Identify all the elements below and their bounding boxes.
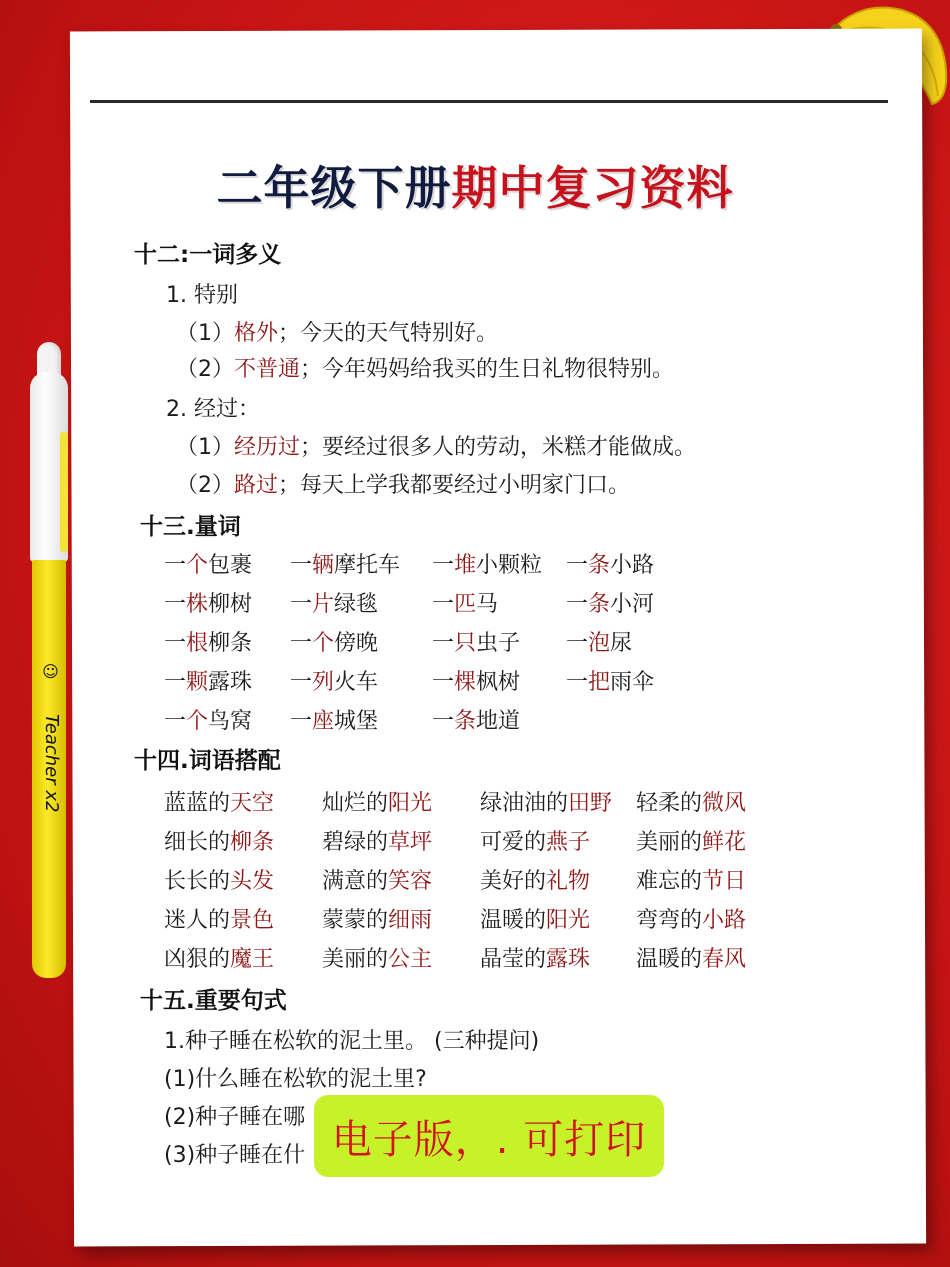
s12-item2-meaning-a (176, 430, 696, 461)
noun: 景色 (230, 908, 275, 933)
measure-word-classifier: 条 (454, 709, 477, 734)
word-pairing-item (164, 864, 274, 895)
measure-word-classifier: 列 (312, 670, 335, 695)
word-pairing-item (322, 864, 432, 895)
noun: 春风 (702, 947, 747, 972)
s15-question-2: (2)种子睡在哪 (164, 1105, 306, 1130)
measure-word-item (290, 548, 400, 579)
adjective: 长长的 (164, 869, 231, 894)
pen-suffix: x2 (41, 790, 62, 813)
s12-keyword: 格外 (234, 321, 279, 346)
measure-word-noun: 柳条 (208, 631, 253, 656)
measure-word-prefix: 一 (290, 670, 313, 695)
adjective: 轻柔的 (636, 791, 703, 816)
measure-word-noun: 小颗粒 (476, 553, 543, 578)
noun: 柳条 (230, 830, 275, 855)
noun: 魔王 (230, 947, 275, 972)
adjective: 蒙蒙的 (322, 908, 389, 933)
word-pairing-item (164, 942, 274, 973)
adjective: 细长的 (164, 830, 231, 855)
electronic-version-badge: 电子版，. 可打印 (314, 1095, 664, 1177)
noun: 草坪 (388, 830, 433, 855)
measure-word-prefix: 一 (432, 709, 455, 734)
measure-word-prefix: 一 (566, 631, 589, 656)
measure-word-classifier: 片 (312, 592, 335, 617)
measure-word-prefix: 一 (432, 592, 455, 617)
adjective: 满意的 (322, 869, 389, 894)
s12-prefix: （1） (176, 321, 234, 346)
measure-word-prefix: 一 (164, 631, 187, 656)
adjective: 迷人的 (164, 908, 231, 933)
word-pairing-item (480, 825, 590, 856)
adjective: 温暖的 (636, 947, 703, 972)
noun: 公主 (388, 947, 433, 972)
adjective: 灿烂的 (322, 791, 389, 816)
noun: 小路 (702, 908, 747, 933)
measure-word-noun: 鸟窝 (208, 709, 253, 734)
measure-word-classifier: 棵 (454, 670, 477, 695)
section-15-heading: 十五.重要句式 (140, 988, 287, 1014)
adjective: 蓝蓝的 (164, 791, 231, 816)
measure-word-prefix: 一 (566, 553, 589, 578)
measure-word-prefix: 一 (290, 553, 313, 578)
noun: 田野 (568, 791, 613, 816)
section-13-heading: 十三.量词 (140, 514, 241, 540)
measure-word-prefix: 一 (164, 709, 187, 734)
word-pairing-item (480, 864, 590, 895)
measure-word-classifier: 把 (588, 670, 611, 695)
measure-word-item (432, 587, 498, 618)
measure-word-item (164, 665, 252, 696)
word-pairing-item (322, 786, 432, 817)
measure-word-item (164, 704, 252, 735)
measure-word-item (290, 704, 378, 735)
pen-brand-text (38, 714, 62, 813)
measure-word-item (290, 665, 378, 696)
measure-word-noun: 包裹 (208, 553, 253, 578)
measure-word-noun: 摩托车 (334, 553, 401, 578)
word-pairing-item (164, 786, 274, 817)
measure-word-prefix: 一 (566, 670, 589, 695)
measure-word-item (432, 626, 520, 657)
measure-word-classifier: 根 (186, 631, 209, 656)
measure-word-noun: 马 (476, 592, 499, 617)
word-pairing-item (322, 903, 432, 934)
measure-word-prefix: 一 (164, 592, 187, 617)
measure-word-prefix: 一 (290, 631, 313, 656)
pen-decoration (28, 342, 70, 982)
word-pairing-item (480, 786, 612, 817)
s15-sentence: 1.种子睡在松软的泥土里。 (三种提问) (164, 1029, 540, 1054)
section-14-heading: 十四.词语搭配 (134, 748, 281, 774)
measure-word-prefix: 一 (290, 592, 313, 617)
measure-word-item (566, 665, 654, 696)
measure-word-classifier: 座 (312, 709, 335, 734)
s12-prefix: （2） (176, 357, 234, 382)
noun: 头发 (230, 869, 275, 894)
measure-word-classifier: 个 (312, 631, 335, 656)
word-pairing-item (480, 942, 590, 973)
s15-question-1: (1)什么睡在松软的泥土里? (164, 1067, 427, 1092)
adjective: 难忘的 (636, 869, 703, 894)
page-title (0, 152, 950, 218)
adjective: 晶莹的 (480, 947, 547, 972)
s12-example: ；每天上学我都要经过小明家门口。 (278, 473, 631, 498)
word-pairing-item (322, 942, 432, 973)
pen-clip (60, 432, 68, 552)
pen-brand: Teacher (41, 714, 62, 785)
s12-prefix: （1） (176, 435, 234, 460)
adjective: 美丽的 (636, 830, 703, 855)
s12-keyword: 经历过 (234, 435, 301, 460)
noun: 节日 (702, 869, 747, 894)
measure-word-classifier: 株 (186, 592, 209, 617)
s12-example: ；今年妈妈给我买的生日礼物很特别。 (300, 357, 675, 382)
s12-example: ；要经过很多人的劳动，米糕才能做成。 (300, 435, 697, 460)
measure-word-classifier: 只 (454, 631, 477, 656)
noun: 细雨 (388, 908, 433, 933)
noun: 燕子 (546, 830, 591, 855)
measure-word-noun: 小路 (610, 553, 655, 578)
teacher-logo-icon: ☺ (41, 662, 60, 681)
measure-word-noun: 傍晚 (334, 631, 379, 656)
measure-word-noun: 枫树 (476, 670, 521, 695)
measure-word-prefix: 一 (164, 670, 187, 695)
noun: 微风 (702, 791, 747, 816)
measure-word-item (290, 626, 378, 657)
measure-word-item (432, 548, 542, 579)
s12-keyword: 路过 (234, 473, 279, 498)
measure-word-prefix: 一 (290, 709, 313, 734)
measure-word-classifier: 颗 (186, 670, 209, 695)
top-rule-divider (90, 100, 888, 103)
measure-word-noun: 城堡 (334, 709, 379, 734)
measure-word-prefix: 一 (164, 553, 187, 578)
measure-word-noun: 柳树 (208, 592, 253, 617)
s12-item2-meaning-b (176, 468, 630, 499)
measure-word-item (164, 626, 252, 657)
measure-word-classifier: 堆 (454, 553, 477, 578)
s12-item1-label: 1. 特别 (166, 283, 238, 308)
adjective: 温暖的 (480, 908, 547, 933)
word-pairing-item (164, 903, 274, 934)
adjective: 绿油油的 (480, 791, 569, 816)
s12-item2-label: 2. 经过： (166, 397, 260, 422)
measure-word-item (566, 626, 632, 657)
word-pairing-item (164, 825, 274, 856)
adjective: 美丽的 (322, 947, 389, 972)
word-pairing-item (636, 864, 746, 895)
measure-word-item (432, 665, 520, 696)
adjective: 可爱的 (480, 830, 547, 855)
word-pairing-item (480, 903, 590, 934)
measure-word-classifier: 匹 (454, 592, 477, 617)
measure-word-item (432, 704, 520, 735)
noun: 露珠 (546, 947, 591, 972)
title-part-dark: 二年级下册 (216, 161, 452, 215)
measure-word-item (164, 548, 252, 579)
measure-word-classifier: 辆 (312, 553, 335, 578)
s12-item1-meaning-b (176, 352, 674, 383)
measure-word-item (566, 587, 654, 618)
s12-keyword: 不普通 (234, 357, 301, 382)
adjective: 弯弯的 (636, 908, 703, 933)
measure-word-prefix: 一 (432, 553, 455, 578)
measure-word-classifier: 个 (186, 553, 209, 578)
measure-word-item (290, 587, 378, 618)
noun: 阳光 (388, 791, 433, 816)
measure-word-noun: 虫子 (476, 631, 521, 656)
noun: 天空 (230, 791, 275, 816)
word-pairing-item (636, 786, 746, 817)
measure-word-noun: 露珠 (208, 670, 253, 695)
adjective: 碧绿的 (322, 830, 389, 855)
measure-word-classifier: 泡 (588, 631, 611, 656)
measure-word-noun: 地道 (476, 709, 521, 734)
s12-item1-meaning-a (176, 316, 498, 347)
measure-word-classifier: 条 (588, 592, 611, 617)
word-pairing-item (636, 903, 746, 934)
noun: 礼物 (546, 869, 591, 894)
word-pairing-item (636, 825, 746, 856)
measure-word-noun: 尿 (610, 631, 633, 656)
title-part-red: 期中复习资料 (451, 161, 734, 215)
adjective: 凶狠的 (164, 947, 231, 972)
measure-word-noun: 雨伞 (610, 670, 655, 695)
measure-word-noun: 绿毯 (334, 592, 379, 617)
s15-question-3: (3)种子睡在什 (164, 1143, 306, 1168)
s12-prefix: （2） (176, 473, 234, 498)
measure-word-item (566, 548, 654, 579)
word-pairing-item (322, 825, 432, 856)
section-12-heading: 十二:一词多义 (134, 242, 282, 268)
measure-word-prefix: 一 (566, 592, 589, 617)
measure-word-classifier: 个 (186, 709, 209, 734)
adjective: 美好的 (480, 869, 547, 894)
noun: 笑容 (388, 869, 433, 894)
measure-word-noun: 火车 (334, 670, 379, 695)
measure-word-prefix: 一 (432, 670, 455, 695)
measure-word-noun: 小河 (610, 592, 655, 617)
measure-word-prefix: 一 (432, 631, 455, 656)
measure-word-classifier: 条 (588, 553, 611, 578)
noun: 鲜花 (702, 830, 747, 855)
word-pairing-item (636, 942, 746, 973)
measure-word-item (164, 587, 252, 618)
s12-example: ；今天的天气特别好。 (278, 321, 499, 346)
noun: 阳光 (546, 908, 591, 933)
